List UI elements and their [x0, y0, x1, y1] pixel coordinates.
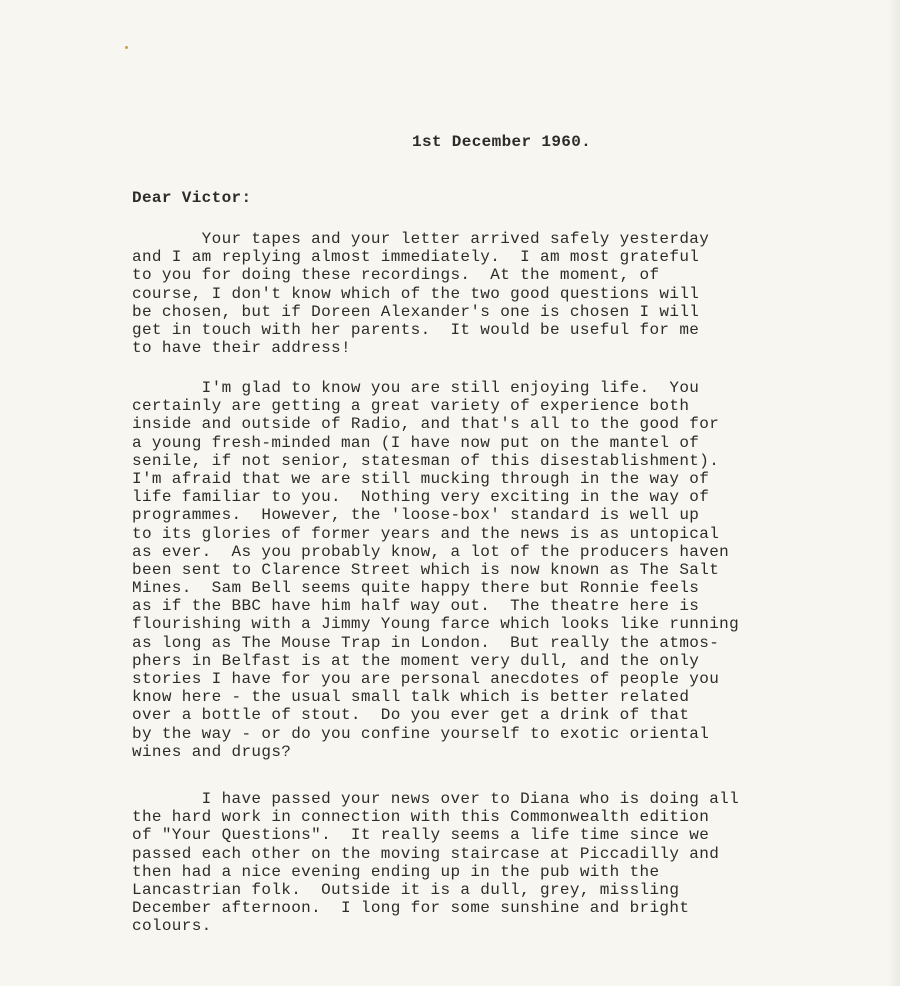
text-line: stories I have for you are personal anecdotes of people you [132, 670, 720, 688]
text-line: colours. [132, 917, 212, 936]
text-line: to its glories of former years and the news is as untopical [132, 524, 720, 543]
text-line: flourishing with a Jimmy Young farce which looks like running [132, 615, 740, 634]
text-line: to you for doing these recordings. At the moment, of [132, 266, 660, 285]
text-line: to have their address! [132, 339, 351, 358]
text-line: Your tapes and your letter arrived safely yesterday [132, 230, 710, 248]
text-line: been sent to Clarence Street which is now known as The Salt [132, 560, 720, 579]
text-line: and I am replying almost immediately. I am most grateful [132, 248, 700, 267]
text-line: I'm afraid that we are still mucking through in the way of [132, 469, 710, 488]
text-line: by the way - or do you confine yourself to exotic oriental [132, 724, 710, 743]
text-line: as if the BBC have him half way out. The theatre here is [132, 597, 700, 616]
letter-paragraph-2 [132, 379, 739, 761]
paper-edge-shadow [888, 0, 900, 986]
text-line: as long as The Mouse Trap in London. But really the atmos- [132, 633, 720, 652]
text-line: I have passed your news over to Diana who is doing all [132, 790, 740, 808]
text-line: Mines. Sam Bell seems quite happy there but Ronnie feels [132, 579, 700, 598]
text-line: senile, if not senior, statesman of this disestablishment). [132, 451, 720, 470]
text-line: passed each other on the moving staircase at Piccadilly and [132, 844, 720, 863]
text-line: wines and drugs? [132, 742, 292, 761]
letter-salutation: Dear Victor: [132, 189, 252, 207]
text-line: life familiar to you. Nothing very exciting in the way of [132, 488, 710, 507]
paper-speck [125, 46, 128, 49]
text-line: programmes. However, the 'loose-box' standard is well up [132, 506, 700, 525]
text-line: then had a nice evening ending up in the pub with the [132, 862, 660, 881]
text-line: certainly are getting a great variety of experience both [132, 397, 690, 416]
text-line: December afternoon. I long for some sunshine and bright [132, 899, 690, 918]
letter-date: 1st December 1960. [412, 133, 592, 151]
text-line: as ever. As you probably know, a lot of the producers haven [132, 542, 730, 561]
text-line: of "Your Questions". It really seems a life time since we [132, 826, 710, 845]
letter-paragraph-1 [132, 230, 709, 357]
text-line: course, I don't know which of the two good questions will [132, 284, 700, 303]
text-line: over a bottle of stout. Do you ever get a drink of that [132, 706, 690, 725]
text-line: the hard work in connection with this Commonwealth edition [132, 808, 710, 827]
text-line: a young fresh-minded man (I have now put on the mantel of [132, 433, 700, 452]
letter-paragraph-3 [132, 790, 739, 936]
text-line: Lancastrian folk. Outside it is a dull, grey, missling [132, 880, 680, 899]
text-line: know here - the usual small talk which is better related [132, 688, 690, 707]
text-line: get in touch with her parents. It would be useful for me [132, 320, 700, 339]
text-line: I'm glad to know you are still enjoying life. You [132, 379, 700, 397]
text-line: phers in Belfast is at the moment very dull, and the only [132, 651, 700, 670]
text-line: be chosen, but if Doreen Alexander's one is chosen I will [132, 302, 700, 321]
text-line: inside and outside of Radio, and that's all to the good for [132, 415, 720, 434]
